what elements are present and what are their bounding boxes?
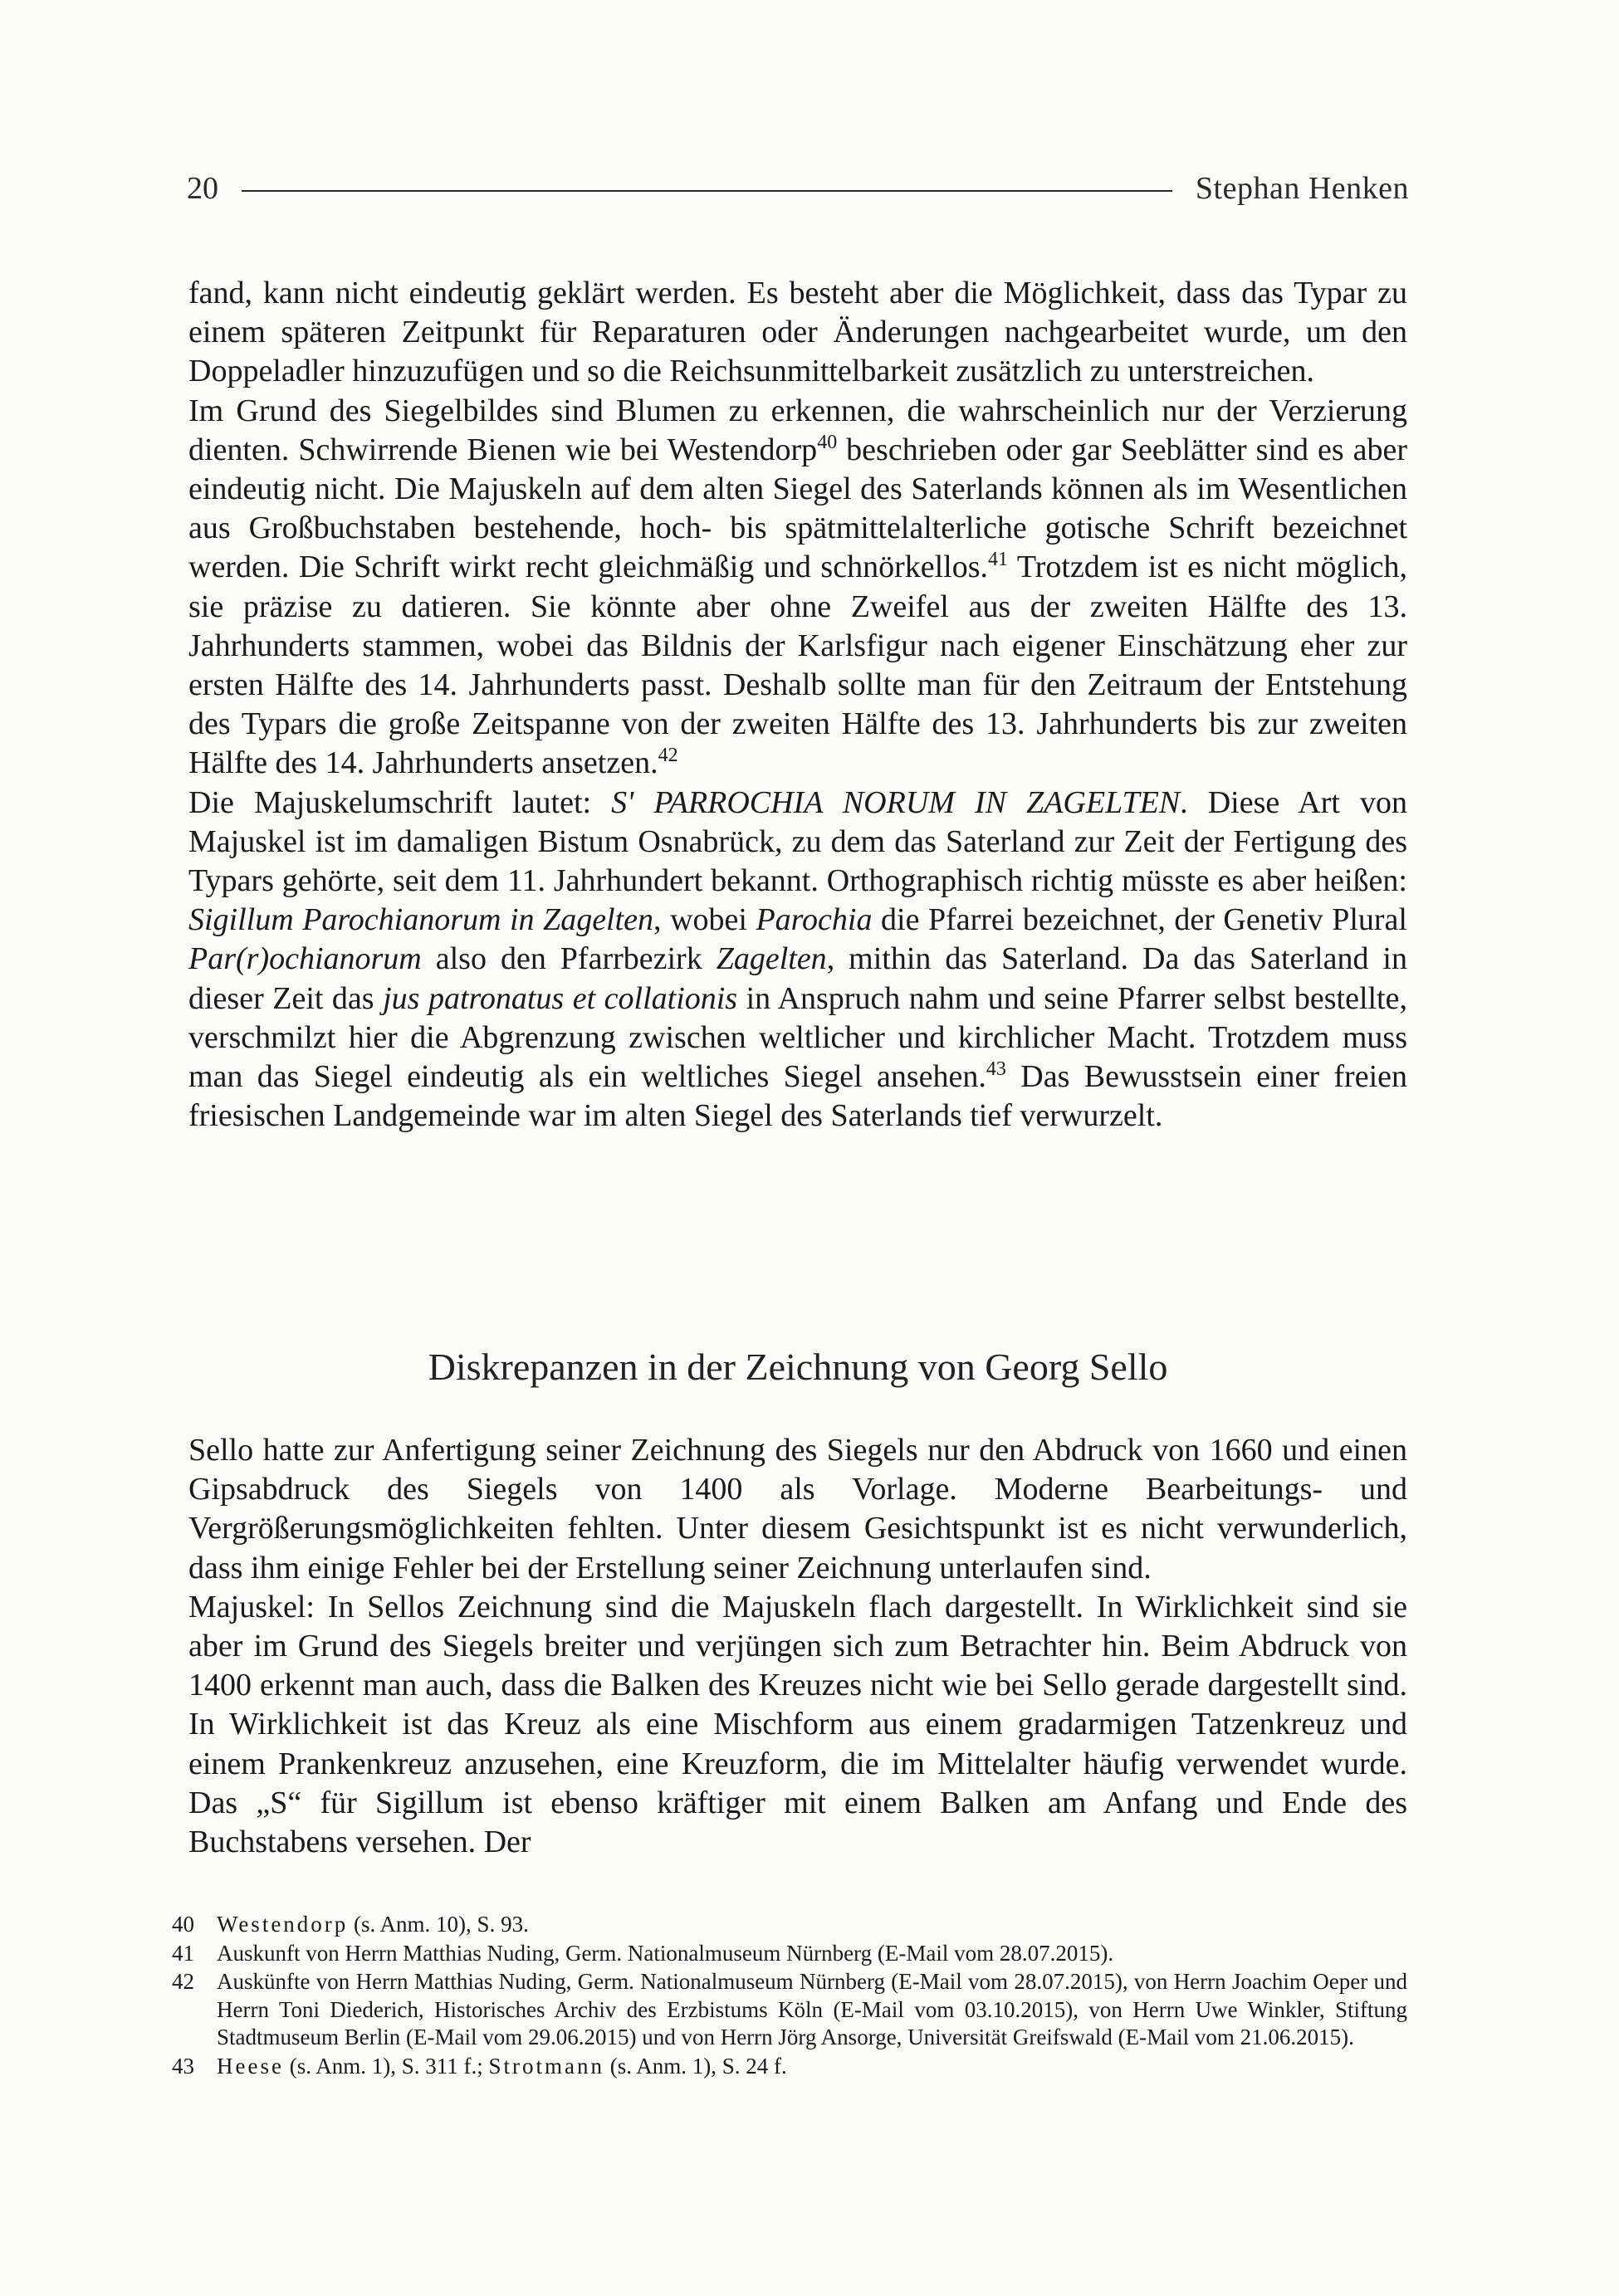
footnotes xyxy=(172,1911,1407,2081)
text-run: Das Bewusstsein einer freien friesischen Landgemeinde war im alten Siegel des Saterlands tief verwurzelt. xyxy=(188,1059,1408,1134)
text-run: Majuskel: In Sellos Zeichnung sind die Majuskeln flach dargestellt. In Wirklichkeit sind sie aber im Grund des Siegels breiter und verjüngen sich zum Betrachter hin. Beim Abdruck von 1400 erkennt man auch, dass die Balken des Kreuzes nicht wie bei Sello gerade dargestellt sind. In Wirklichkeit ist das Kreuz als eine Mischform aus einem gradarmigen Tatzenkreuz und einem Prankenkreuz anzusehen, eine Kreuzform, die im Mittelalter häufig verwendet wurde. Das „S“ für Sigillum ist ebenso kräftiger mit einem Balken am Anfang und Ende des Buchstabens versehen. Der xyxy=(188,1589,1407,1860)
footnote-text xyxy=(217,1940,1407,1968)
paragraph xyxy=(188,784,1407,1136)
footnote-reference: 42 xyxy=(658,745,678,767)
paragraph xyxy=(188,1431,1407,1588)
text-run: (s. Anm. 10), S. 93. xyxy=(348,1912,529,1937)
paragraph xyxy=(188,274,1407,392)
text-run: Die Majuskelumschrift lautet: xyxy=(188,784,612,820)
footnote xyxy=(172,1968,1407,2052)
running-head-author: Stephan Henken xyxy=(1195,171,1409,206)
italic-term: Parochia xyxy=(756,902,873,938)
text-run: , wobei xyxy=(653,902,756,938)
footnote-reference: 43 xyxy=(986,1058,1006,1081)
page-number: 20 xyxy=(187,171,218,206)
italic-term: jus patronatus et collationis xyxy=(383,980,738,1016)
text-run: Sello hatte zur Anfertigung seiner Zeichnung des Siegels nur den Abdruck von 1660 und einen Gipsabdruck des Siegels von 1400 als Vorlage. Moderne Bearbeitungs- und Vergrößerungsmöglichkeiten fehlten. Unter diesem Gesichtspunkt ist es nicht verwunderlich, dass ihm einige Fehler bei der Erstellung seiner Zeichnung unterlaufen sind. xyxy=(188,1433,1407,1585)
running-header xyxy=(187,170,1409,207)
text-run: fand, kann nicht eindeutig geklärt werden. Es besteht aber die Möglichkeit, dass das Typar zu einem späteren Zeitpunkt für Reparaturen oder Änderungen nachgearbeitet wurde, um den Doppeladler hinzuzufügen und so die Reichsunmittelbarkeit zusätzlich zu unterstreichen. xyxy=(188,276,1407,389)
text-run: Auskünfte von Herrn Matthias Nuding, Germ. Nationalmuseum Nürnberg (E-Mail vom 28.07.2015), von Herrn Joachim Oeper und Herrn Toni Diederich, Historisches Archiv des Erzbistums Köln (E-Mail vom 03.10.2015), von Herrn Uwe Winkler, Stiftung Stadtmuseum Berlin (E-Mail vom 29.06.2015) und von Herrn Jörg Ansorge, Universität Greifswald (E-Mail vom 21.06.2015). xyxy=(217,1969,1407,2049)
footnote xyxy=(172,1940,1407,1968)
footnote-number: 42 xyxy=(172,1969,194,1994)
italic-term: Zagelten xyxy=(716,941,827,977)
text-run: (s. Anm. 1), S. 24 f. xyxy=(604,2053,787,2079)
section-text xyxy=(188,1431,1407,1862)
text-run: in Anspruch nahm und seine Pfarrer selbst bestellte, verschmilzt hier die Abgrenzung zwischen weltlicher und kirchlicher Macht. Trotzdem muss man das Siegel eindeutig als ein weltliches Siegel ansehen. xyxy=(188,980,1407,1095)
footnote-number: 40 xyxy=(172,1912,194,1937)
paragraph xyxy=(188,392,1407,784)
footnote-reference: 40 xyxy=(817,431,838,453)
italic-term: Sigillum Parochianorum in Zagelten xyxy=(188,902,654,938)
text-run: (s. Anm. 1), S. 311 f.; xyxy=(283,2053,489,2079)
footnote-number: 43 xyxy=(172,2053,194,2079)
footnote-reference: 41 xyxy=(988,549,1008,571)
paragraph xyxy=(188,1588,1407,1862)
text-run: Im Grund des Siegelbildes sind Blumen zu erkennen, die wahrscheinlich nur der Verzierung dienten. Schwirrende Bienen wie bei Westendorp xyxy=(188,393,1407,467)
footnote xyxy=(172,1911,1407,1939)
footnote-text xyxy=(217,1968,1407,2052)
section-heading: Diskrepanzen in der Zeichnung von Georg Sello xyxy=(428,1346,1168,1388)
text-run: die Pfarrei bezeichnet, der Genetiv Plural xyxy=(872,902,1407,938)
footnote-number: 41 xyxy=(172,1940,194,1966)
text-run: Auskunft von Herrn Matthias Nuding, Germ. Nationalmuseum Nürnberg (E-Mail vom 28.07.2015). xyxy=(217,1940,1114,1966)
italic-term: S' PARROCHIA NORUM IN ZAGELTEN xyxy=(611,784,1181,820)
footnote-text xyxy=(217,2053,1407,2081)
text-run: . Diese Art von Majuskel ist im damaligen Bistum Osnabrück, zu dem das Saterland zur Zeit der Fertigung des Typars gehörte, seit dem 11. Jahrhundert bekannt. Orthographisch richtig müsste es aber heißen: xyxy=(188,784,1407,899)
italic-term: Par(r)ochianorum xyxy=(188,941,422,977)
cited-author: Westendorp xyxy=(217,1912,349,1937)
footnote xyxy=(172,2053,1407,2081)
text-run: , mithin das Saterland. Da das Saterland in dieser Zeit das xyxy=(188,941,1407,1016)
text-run: also den Pfarrbezirk xyxy=(421,941,717,977)
cited-author: Heese xyxy=(217,2053,284,2079)
cited-author: Strotmann xyxy=(488,2053,604,2079)
text-run: beschrieben oder gar Seeblätter sind es aber eindeutig nicht. Die Majuskeln auf dem alten Siegel des Saterlands können als im Wesentlichen aus Großbuchstaben bestehende, hoch- bis spätmittelalterliche gotische Schrift bezeichnet werden. Die Schrift wirkt recht gleichmäßig und schnörkellos. xyxy=(188,432,1407,585)
footnote-text xyxy=(217,1911,1407,1939)
main-text xyxy=(188,274,1407,1136)
header-rule xyxy=(242,190,1172,192)
text-run: Trotzdem ist es nicht möglich, sie präzise zu datieren. Sie könnte aber ohne Zweifel aus der zweiten Hälfte des 13. Jahrhunderts stammen, wobei das Bildnis der Karlsfigur nach eigener Einschätzung eher zur ersten Hälfte des 14. Jahrhunderts passt. Deshalb sollte man für den Zeitraum der Entstehung des Typars die große Zeitspanne von der zweiten Hälfte des 13. Jahrhunderts bis zur zweiten Hälfte des 14. Jahrhunderts ansetzen. xyxy=(188,550,1407,781)
